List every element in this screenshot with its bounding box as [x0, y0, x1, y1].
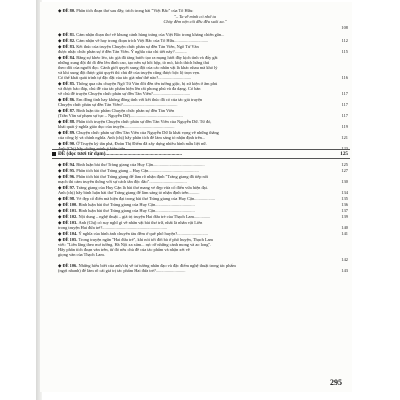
- entry-text: Em đồng tình hay không đồng tình với kết thúc đã có của tác giả truyện: [76, 97, 203, 102]
- entry-text: (Trần Vân sư phạm sự tục – Nguyễn Dữ)................................................: [58, 113, 183, 118]
- entry-text: Chuyện chức phán sự đền Tản Viên của Nguyễn Dữ là khát vọng về những thắng: [76, 130, 219, 135]
- entry-text: Bình luận tác phẩm Chuyện chức phán sự đền Tản Viên: [76, 108, 175, 113]
- toc-entry: [58, 196, 348, 201]
- entry-text: theo dõi của người đọc. Cảnh giới quyết xung đột của các nhân vật là khác nhau mà khó lý: [58, 65, 218, 70]
- toc-entry: [58, 113, 348, 118]
- entry-text: Phân tích bài thơ Tràng giang – Huy Cận..............................................: [76, 168, 199, 173]
- entry-text: Chuyện chức phán sự đền Tản Viên?..................................................: [58, 102, 178, 107]
- entry-number: ◆ ĐỀ 89.: [58, 130, 77, 135]
- entry-text: Chày đêm nện cối đều đều suối xa.": [163, 19, 227, 24]
- entry-number: ◆ ĐỀ 88.: [58, 119, 77, 124]
- entry-text: Bình luận bài thơ Tràng giang của Huy Cận....................................: [78, 202, 195, 207]
- entry-page: 117: [341, 113, 348, 118]
- entry-page: 142: [341, 257, 348, 262]
- entry-number: ◆ ĐỀ 97.: [58, 185, 77, 190]
- entry-page: 141: [341, 231, 348, 236]
- entry-text: và khi xung đột được giải quyết thì chủ đề của truyện cũng được bộc lộ trọn vẹn.: [58, 70, 201, 75]
- entry-text: (ngợi nhanh) để làm rõ cái giá trị tác phẩm Hai đứa trẻ?...........................: [58, 268, 186, 273]
- entry-text: Phân tích đoạn thơ sau đây, trích trong bài "Việt Bắc" của Tố Hữu:: [76, 8, 194, 13]
- entry-number: ◆ ĐỀ 84.: [58, 55, 77, 60]
- entry-number: ◆ ĐỀ 100.: [58, 202, 79, 207]
- toc-entry: [58, 252, 348, 257]
- entry-text: Những hiểu biết của anh/chị về tư tưởng nhân đạo và đặc điểm nghệ thuật trong tác phẩm: [78, 263, 236, 268]
- entry-number: ◆ ĐỀ 80.: [58, 8, 77, 13]
- entry-text: trong truyện Hai đứa trẻ?...........................................................: [58, 225, 168, 230]
- entry-page: 117: [341, 102, 348, 107]
- entry-number: ◆ ĐỀ 94.: [58, 162, 77, 167]
- entry-text: Vẻ đẹp cổ điển mà hiện đại trong bài thơ Tràng giang của Huy Cận...................: [76, 196, 216, 201]
- entry-text: Anh (Chị) có suy nghĩ gì về nhân vật bài thơ trữ, nhất là nhân vật Liên: [78, 220, 203, 225]
- entry-number: ◆ ĐỀ 83.: [58, 44, 77, 49]
- toc-entry: [58, 179, 348, 184]
- entry-number: ◆ ĐỀ 96.: [58, 174, 77, 179]
- entry-text: Nội dung – nghệ thuật – giá trị truyện Hai đứa trẻ của Thạch Lam...............: [78, 214, 211, 219]
- entry-text: mạch thi cảm truyền thống với sự cách tân độc đáo"..................................: [58, 179, 187, 184]
- entry-number: ◆ ĐỀ 106.: [58, 263, 79, 268]
- page-number: 295: [330, 378, 342, 387]
- toc-entry: [58, 8, 348, 13]
- entry-text: giọng văn của Thạch Lam.: [58, 252, 105, 257]
- toc-entry: [80, 19, 310, 24]
- entry-text: Bình luận bài thơ Tràng giang của Huy Cận...............................................: [76, 162, 205, 167]
- toc-entry: [58, 124, 348, 129]
- entry-page: 121: [341, 135, 348, 140]
- toc-entry: [58, 225, 348, 230]
- entry-page: 135: [341, 196, 348, 201]
- entry-page: 140: [341, 225, 348, 230]
- entry-text: được nhậc chức phán sự ở đền Tản Viên. Ý nghĩa của chi tiết này?...........: [58, 49, 187, 54]
- entry-number: ◆ ĐỀ 81.: [58, 32, 77, 37]
- entry-text: Thông qua câu chuyện Ngô Tử Văn đốt đền tên tướng giặc, bị xử kiện ở âm phủ: [76, 81, 218, 86]
- entry-number: ◆ ĐỀ 98.: [58, 196, 77, 201]
- toc-entry: [58, 190, 348, 195]
- entry-page: 127: [341, 168, 348, 173]
- toc-entry: [58, 162, 348, 167]
- entry-page: 117: [341, 91, 348, 96]
- entry-text: Anh (Chị) hãy chứng minh ý kiến trên.................................................: [58, 146, 180, 151]
- entry-page: 119: [341, 124, 348, 129]
- entry-text: Phân tích truyện Chuyện chức phán sự đền Tản Viên của Nguyễn Dữ. Từ đó,: [76, 119, 212, 124]
- entry-text: Bình luận bài thơ Tràng giang của Huy Cận....................................: [78, 208, 195, 213]
- entry-page: 130: [341, 179, 348, 184]
- entry-number: ◆ ĐỀ 105.: [58, 237, 79, 242]
- entry-text: Ý nghĩa của hình ảnh chuyến tàu đêm ở quê phố huyện?............................: [78, 231, 208, 236]
- entry-text: của công lý và chính nghĩa. Anh (chị) hãy phân tích để làm sáng tỏ nhận định trên...: [58, 135, 206, 140]
- toc-entry: [58, 168, 348, 173]
- entry-number: ◆ ĐỀ 90.: [58, 141, 77, 146]
- entry-text: viết: "Liên lắng theo mơ tưởng. Hà Nội xa xăm... rực rỡ những cảnh mong và ao long".: [58, 242, 212, 247]
- entry-page: 136: [341, 202, 348, 207]
- toc-entry: [58, 102, 348, 107]
- entry-text: Hãy phân tích đoạn văn trên, từ đó nêu chủ đề của tác phẩm và nhận xét về: [58, 247, 190, 252]
- toc-entry: [58, 202, 348, 207]
- entry-text: Cảm nhận về hay trong đoạn trích Việt Bắc của Tố Hữu...............................: [76, 38, 209, 43]
- entry-text: Cảm nhận đoạn thơ về khung cảnh hùng tráng của Việt Bắc trong kháng chiến gắn...: [76, 32, 225, 37]
- toc-entry: [58, 32, 348, 37]
- toc-entry: [58, 231, 348, 236]
- toc-entry: [58, 135, 348, 140]
- entry-page: 116: [341, 75, 348, 80]
- toc-entry: [58, 75, 348, 80]
- entry-text: Phân tích bài thơ Tràng giang để làm rõ nhận định "Tràng giang đã tiếp nối: [76, 174, 209, 179]
- section-page: 125: [340, 151, 348, 157]
- square-bullet-icon: [52, 152, 56, 156]
- entry-text: Tràng giang của Huy Cận là bài thơ mang vẻ đẹp vừa cổ điển vừa hiện đại.: [76, 185, 208, 190]
- toc-entry: [58, 91, 348, 96]
- entry-number: ◆ ĐỀ 85.: [58, 81, 77, 86]
- entry-page: 108: [341, 25, 348, 30]
- section-rule-top: [52, 149, 350, 150]
- entry-text: Trong truyện ngắn "Hai đứa trẻ", khi nói tới đời bà ở phố huyện, Thạch Lam: [78, 237, 213, 242]
- entry-text: Có thể khái quát trình tự đặc đặt của tác giả như thế nào?..............................: [58, 75, 192, 80]
- entry-page: 115: [341, 49, 348, 54]
- entry-number: ◆ ĐỀ 87.: [58, 108, 77, 113]
- entry-page: 125: [341, 162, 348, 167]
- entry-text: Anh (chị) hãy bình luận bài thơ Tràng giang để làm sáng tỏ nhận định trên..........: [58, 190, 200, 195]
- toc-entry: [58, 208, 348, 213]
- entry-number: ◆ ĐỀ 82.: [58, 38, 77, 43]
- entry-number: ◆ ĐỀ 86.: [58, 97, 77, 102]
- entry-page: 134: [341, 190, 348, 195]
- entry-text: khái quát ý nghĩa giáo dục của truyện..............................................: [58, 124, 175, 129]
- section-rule-bottom: [52, 158, 350, 159]
- toc-entry: [58, 38, 348, 43]
- entry-number: ◆ ĐỀ 95.: [58, 168, 77, 173]
- section-heading: [52, 151, 348, 157]
- entry-page: 143: [341, 268, 348, 273]
- entry-text: Ở Truyện kỳ tân phả, Đoàn Thị Điểm đã xây dựng nhiều hình mẫu liệt nữ.: [76, 141, 207, 146]
- toc-entry: [58, 49, 348, 54]
- entry-text: những xung đột đó đi đến lên đỉnh cao, tạo nên sự hồi hộp, tò mò, kích thích hứng thú: [58, 60, 210, 65]
- entry-number: ◆ ĐỀ 103.: [58, 220, 79, 225]
- toc-entry: [58, 214, 348, 219]
- entry-page: 123: [341, 146, 348, 151]
- entry-number: ◆ ĐỀ 102.: [58, 214, 79, 219]
- entry-text: Bằng sự khéo léo, tác giả đã tăng bước tạo ra mạng lưới đầy kịch tính và đẩy gắt: [76, 55, 218, 60]
- entry-text: "– Ta về mình có nhớ ta: [174, 14, 216, 19]
- entry-number: ◆ ĐỀ 101.: [58, 208, 79, 213]
- entry-number: ◆ ĐỀ 104.: [58, 231, 79, 236]
- toc-entry: [58, 268, 348, 273]
- entry-page: 137: [341, 208, 348, 213]
- entry-text: về chủ đề truyện Chuyện chức phán sự đền Tản Viên?..................................: [58, 91, 191, 96]
- entry-text: Kết thúc của truyện Chuyện chức phán sự đền Tản Viên, Ngô Tử Văn: [76, 44, 199, 49]
- entry-page: 139: [341, 214, 348, 219]
- entry-text: và được báo đáp, chủ đề của tác phẩm hiện lên rất phong phú và đa dạng. Có bàn: [58, 86, 201, 91]
- entry-page: 112: [341, 38, 348, 43]
- section-title-text: ĐỀ (đọc tươi từ dạm)...........................................................: [58, 151, 182, 157]
